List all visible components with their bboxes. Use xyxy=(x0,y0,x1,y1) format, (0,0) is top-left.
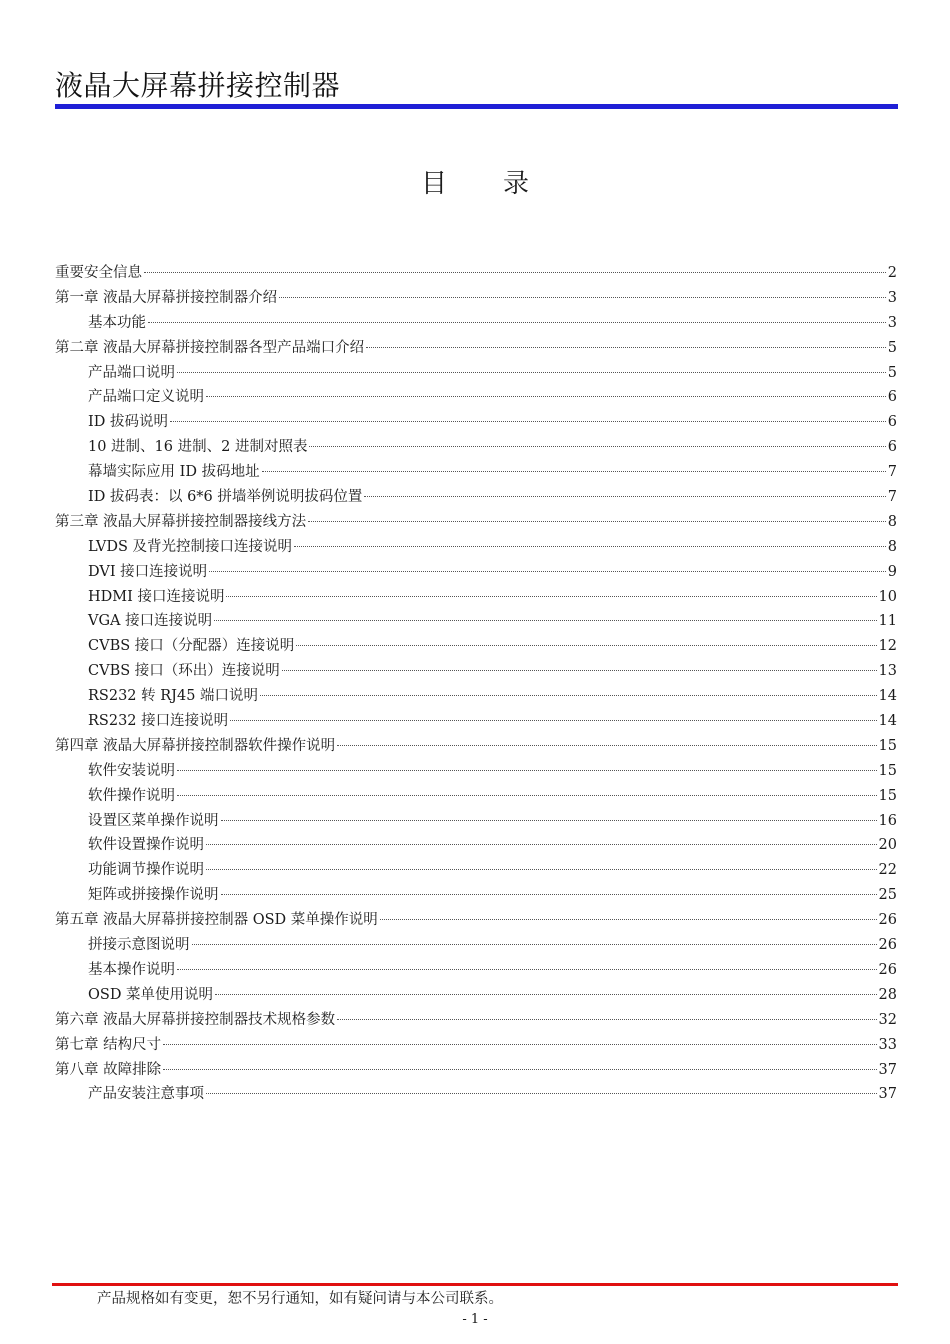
toc-entry-title: 基本功能 xyxy=(88,314,146,331)
toc-entry-title: RS232 转 RJ45 端口说明 xyxy=(88,688,259,705)
dot-leader xyxy=(215,994,876,995)
toc-heading-char: 目 xyxy=(420,169,447,199)
dot-leader xyxy=(380,919,877,920)
toc-entry-page: 32 xyxy=(878,1011,897,1028)
dot-leader xyxy=(230,720,876,721)
toc-heading xyxy=(0,166,950,202)
dot-leader xyxy=(206,844,877,845)
dot-leader xyxy=(294,546,886,547)
table-of-contents xyxy=(55,261,897,1107)
toc-entry-page: 33 xyxy=(878,1036,897,1053)
toc-entry-page: 25 xyxy=(878,887,897,904)
dot-leader xyxy=(309,446,885,447)
toc-entry-page: 5 xyxy=(887,339,897,356)
toc-entry-page: 16 xyxy=(878,812,897,829)
toc-entry-page: 15 xyxy=(878,737,897,754)
dot-leader xyxy=(177,969,877,970)
toc-entry-title: CVBS 接口（分配器）连接说明 xyxy=(88,638,295,655)
toc-entry-page: 3 xyxy=(887,314,897,331)
toc-entry-title: 10 进制、16 进制、2 进制对照表 xyxy=(88,439,308,456)
toc-section-entry[interactable] xyxy=(55,560,897,585)
toc-entry-title: RS232 接口连接说明 xyxy=(88,713,229,730)
toc-section-entry[interactable] xyxy=(55,858,897,883)
toc-entry-page: 9 xyxy=(887,563,897,580)
toc-section-entry[interactable] xyxy=(55,933,897,958)
dot-leader xyxy=(296,645,876,646)
toc-entry-title: 第七章 结构尺寸 xyxy=(55,1036,162,1053)
toc-entry-title: OSD 菜单使用说明 xyxy=(88,986,214,1003)
dot-leader xyxy=(144,272,886,273)
toc-section-entry[interactable] xyxy=(55,585,897,610)
toc-section-entry[interactable] xyxy=(55,435,897,460)
dot-leader xyxy=(221,820,877,821)
toc-section-entry[interactable] xyxy=(55,983,897,1008)
toc-entry-page: 5 xyxy=(887,364,897,381)
toc-section-entry[interactable] xyxy=(55,609,897,634)
toc-entry-page: 22 xyxy=(878,862,897,879)
toc-entry-page: 6 xyxy=(887,389,897,406)
toc-chapter-entry[interactable] xyxy=(55,734,897,759)
toc-entry-page: 10 xyxy=(878,588,897,605)
toc-chapter-entry[interactable] xyxy=(55,1058,897,1083)
toc-entry-page: 14 xyxy=(878,713,897,730)
toc-section-entry[interactable] xyxy=(55,958,897,983)
toc-entry-title: 第二章 液晶大屏幕拼接控制器各型产品端口介绍 xyxy=(55,339,365,356)
toc-entry-page: 15 xyxy=(878,787,897,804)
toc-chapter-entry[interactable] xyxy=(55,908,897,933)
toc-section-entry[interactable] xyxy=(55,410,897,435)
toc-entry-title: 拼接示意图说明 xyxy=(88,937,190,954)
toc-entry-title: ID 拔码说明 xyxy=(88,414,168,431)
dot-leader xyxy=(163,1044,876,1045)
toc-entry-page: 28 xyxy=(878,986,897,1003)
dot-leader xyxy=(262,471,886,472)
toc-section-entry[interactable] xyxy=(55,784,897,809)
dot-leader xyxy=(170,421,886,422)
toc-chapter-entry[interactable] xyxy=(55,1008,897,1033)
toc-section-entry[interactable] xyxy=(55,684,897,709)
toc-entry-title: 第三章 液晶大屏幕拼接控制器接线方法 xyxy=(55,513,307,530)
toc-entry-page: 15 xyxy=(878,762,897,779)
toc-chapter-entry[interactable] xyxy=(55,261,897,286)
dot-leader xyxy=(177,372,886,373)
toc-entry-page: 11 xyxy=(878,613,897,630)
toc-section-entry[interactable] xyxy=(55,460,897,485)
toc-section-entry[interactable] xyxy=(55,535,897,560)
toc-entry-title: 第五章 液晶大屏幕拼接控制器 OSD 菜单操作说明 xyxy=(55,912,378,929)
toc-section-entry[interactable] xyxy=(55,759,897,784)
toc-section-entry[interactable] xyxy=(55,485,897,510)
dot-leader xyxy=(366,347,886,348)
toc-heading-char: 录 xyxy=(503,169,530,199)
footer-divider xyxy=(52,1283,898,1286)
toc-section-entry[interactable] xyxy=(55,883,897,908)
toc-entry-title: VGA 接口连接说明 xyxy=(88,613,213,630)
toc-entry-title: 第六章 液晶大屏幕拼接控制器技术规格参数 xyxy=(55,1011,336,1028)
dot-leader xyxy=(279,297,886,298)
toc-entry-title: 第四章 液晶大屏幕拼接控制器软件操作说明 xyxy=(55,737,336,754)
toc-section-entry[interactable] xyxy=(55,385,897,410)
dot-leader xyxy=(177,795,877,796)
toc-entry-page: 13 xyxy=(878,663,897,680)
toc-section-entry[interactable] xyxy=(55,709,897,734)
header-divider xyxy=(55,104,898,109)
toc-entry-page: 2 xyxy=(887,265,897,281)
dot-leader xyxy=(209,571,886,572)
toc-entry-page: 26 xyxy=(878,961,897,978)
toc-entry-page: 37 xyxy=(878,1061,897,1078)
dot-leader xyxy=(308,521,886,522)
toc-section-entry[interactable] xyxy=(55,311,897,336)
toc-entry-title: 软件安装说明 xyxy=(88,762,175,779)
toc-entry-page: 6 xyxy=(887,439,897,456)
toc-entry-page: 8 xyxy=(887,538,897,555)
dot-leader xyxy=(206,396,886,397)
toc-entry-title: 重要安全信息 xyxy=(55,265,142,281)
toc-entry-title: CVBS 接口（环出）连接说明 xyxy=(88,663,280,680)
dot-leader xyxy=(163,1069,876,1070)
dot-leader xyxy=(206,869,877,870)
toc-chapter-entry[interactable] xyxy=(55,1033,897,1058)
page-number: - 1 - xyxy=(462,1312,488,1327)
dot-leader xyxy=(226,596,876,597)
dot-leader xyxy=(214,620,876,621)
toc-entry-page: 37 xyxy=(878,1086,897,1103)
dot-leader xyxy=(337,745,876,746)
toc-section-entry[interactable] xyxy=(55,809,897,834)
dot-leader xyxy=(337,1019,876,1020)
toc-section-entry[interactable] xyxy=(55,361,897,386)
toc-entry-title: 第八章 故障排除 xyxy=(55,1061,162,1078)
toc-entry-title: 幕墙实际应用 ID 拔码地址 xyxy=(88,464,260,481)
dot-leader xyxy=(177,770,877,771)
dot-leader xyxy=(364,496,885,497)
dot-leader xyxy=(282,670,877,671)
toc-entry-title: 基本操作说明 xyxy=(88,961,175,978)
document-header-title: 液晶大屏幕拼接控制器 xyxy=(55,69,341,102)
toc-entry-title: 产品端口定义说明 xyxy=(88,389,204,406)
toc-entry-title: HDMI 接口连接说明 xyxy=(88,588,225,605)
toc-entry-title: 矩阵或拼接操作说明 xyxy=(88,887,219,904)
toc-entry-page: 20 xyxy=(878,837,897,854)
dot-leader xyxy=(221,894,877,895)
toc-section-entry[interactable] xyxy=(55,833,897,858)
toc-entry-page: 6 xyxy=(887,414,897,431)
dot-leader xyxy=(260,695,877,696)
toc-entry-title: DVI 接口连接说明 xyxy=(88,563,208,580)
toc-entry-title: 产品端口说明 xyxy=(88,364,175,381)
toc-section-entry[interactable] xyxy=(55,659,897,684)
toc-entry-page: 7 xyxy=(887,464,897,481)
toc-entry-title: 软件操作说明 xyxy=(88,787,175,804)
toc-section-entry[interactable] xyxy=(55,634,897,659)
toc-entry-title: 第一章 液晶大屏幕拼接控制器介绍 xyxy=(55,289,278,306)
toc-chapter-entry[interactable] xyxy=(55,336,897,361)
toc-entry-title: 软件设置操作说明 xyxy=(88,837,204,854)
toc-entry-page: 26 xyxy=(878,912,897,929)
toc-entry-title: 功能调节操作说明 xyxy=(88,862,204,879)
toc-section-entry[interactable] xyxy=(55,1082,897,1107)
toc-chapter-entry[interactable] xyxy=(55,286,897,311)
toc-entry-title: 设置区菜单操作说明 xyxy=(88,812,219,829)
toc-entry-page: 7 xyxy=(887,489,897,506)
toc-entry-page: 12 xyxy=(878,638,897,655)
toc-entry-page: 26 xyxy=(878,937,897,954)
dot-leader xyxy=(206,1093,877,1094)
toc-entry-page: 3 xyxy=(887,289,897,306)
toc-entry-page: 14 xyxy=(878,688,897,705)
footer-disclaimer: 产品规格如有变更，恕不另行通知，如有疑问请与本公司联系。 xyxy=(97,1291,503,1307)
toc-chapter-entry[interactable] xyxy=(55,510,897,535)
dot-leader xyxy=(192,944,877,945)
toc-entry-page: 8 xyxy=(887,513,897,530)
toc-entry-title: LVDS 及背光控制接口连接说明 xyxy=(88,538,293,555)
toc-entry-title: ID 拔码表：以 6*6 拼墙举例说明拔码位置 xyxy=(88,489,363,506)
toc-entry-title: 产品安装注意事项 xyxy=(88,1086,204,1103)
dot-leader xyxy=(148,322,886,323)
